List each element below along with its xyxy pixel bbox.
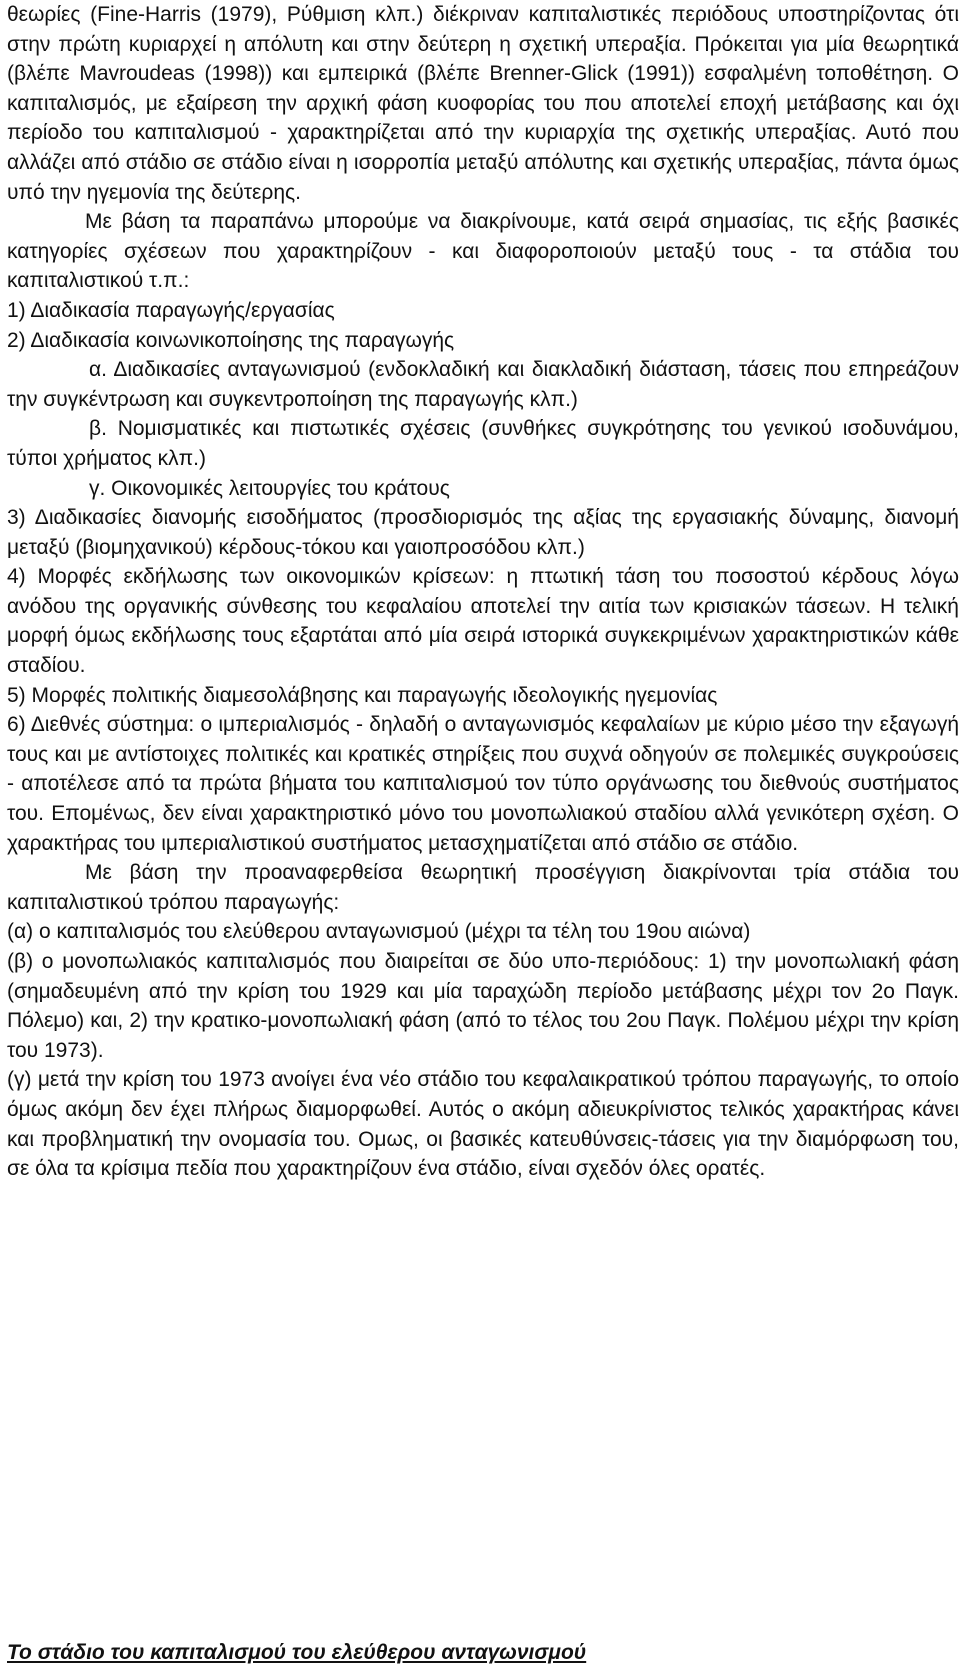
list-item-6: 6) Διεθνές σύστημα: ο ιμπεριαλισμός - δηλαδή ο ανταγωνισμός κεφαλαίων με κύριο μέσο την εξαγωγή τους και με αντίστοιχες πολιτικές και κρατικές στηρίξεις που συχνά οδηγούν σε πολεμικές συγκρούσεις - αποτέλεσε από τα πρώτα βήματα του καπιταλισμού τον τύπο οργάνωσης του διεθνούς συστήματος του. Επομένως, δεν είναι χαρακτηριστικό μόνο του μονοπωλιακού σταδίου αλλά γενικότερη σχέση. Ο χαρακτήρας του ιμπεριαλιστικού συστήματος μετασχηματίζεται από στάδιο σε στάδιο. (7, 713, 959, 855)
paragraph-theories: θεωρίες (Fine-Harris (1979), Ρύθμιση κλπ.) διέκριναν καπιταλιστικές περιόδους υποστηρίζοντας ότι στην πρώτη κυριαρχεί η απόλυτη και στην δεύτερη η σχετική υπεραξία. Πρόκειται για μία θεωρητικά (βλέπε Mavroudeas (1998)) και εμπειρικά (βλέπε Brenner-Glick (1991)) εσφαλμένη τοποθέτηση. Ο καπιταλισμός, με εξαίρεση την αρχική φάση κυοφορίας του που αποτελεί εποχή μετάβασης και όχι περίοδο του καπιταλισμού - χαρακτηρίζεται από την κυριαρχία της σχετικής υπεραξίας. Αυτό που αλλάζει από στάδιο σε στάδιο είναι η ισορροπία μεταξύ απόλυτης και σχετικής υπεραξίας, πάντα όμως υπό την ηγεμονία της δεύτερης. (7, 3, 959, 204)
list-item-3: 3) Διαδικασίες διανομής εισοδήματος (προσδιορισμός της αξίας της εργασιακής δύναμης, διανομή μεταξύ (βιομηχανικού) κέρδους-τόκου και γαιοπροσόδου κλπ.) (7, 506, 959, 559)
list-item-2: 2) Διαδικασία κοινωνικοποίησης της παραγωγής (7, 328, 455, 352)
list-subitem-c: γ. Οικονομικές λειτουργίες του κράτους (89, 476, 450, 500)
paragraph-categories-intro: Με βάση τα παραπάνω μπορούμε να διακρίνουμε, κατά σειρά σημασίας, τις εξής βασικές κατηγορίες σχέσεων που χαρακτηρίζουν - και διαφοροποιούν μεταξύ τους - τα στάδια του καπιταλιστικού τ.π.: (7, 210, 959, 293)
list-subitem-a: α. Διαδικασίες ανταγωνισμού (ενδοκλαδική και διακλαδική διάσταση, τάσεις που επηρεάζουν την συγκέντρωση και συγκεντροποίηση της παραγωγής κλπ.) (7, 358, 959, 411)
list-item-5: 5) Μορφές πολιτικής διαμεσολάβησης και παραγωγής ιδεολογικής ηγεμονίας (7, 683, 718, 707)
stage-item-b: (β) ο μονοπωλιακός καπιταλισμός που διαιρείται σε δύο υπο-περιόδους: 1) την μονοπωλιακή φάση (σημαδευμένη από την κρίση του 1929 και μία ταραχώδη περίοδο μετάβασης μέχρι τον 2ο Παγκ. Πόλεμο) και, 2) την κρατικο-μονοπωλιακή φάση (από το τέλος του 2ου Παγκ. Πολέμου μέχρι την κρίση του 1973). (7, 950, 959, 1062)
body-text (7, 0, 959, 1184)
list-item-1: 1) Διαδικασία παραγωγής/εργασίας (7, 298, 335, 322)
section-heading: Το στάδιο του καπιταλισμού του ελεύθερου ανταγωνισμού (7, 1641, 587, 1664)
list-subitem-b: β. Νομισματικές και πιστωτικές σχέσεις (συνθήκες συγκρότησης του γενικού ισοδυνάμου, τύποι χρήματος κλπ.) (7, 417, 959, 470)
stage-item-c: (γ) μετά την κρίση του 1973 ανοίγει ένα νέο στάδιο του κεφαλαικρατικού τρόπου παραγωγής, το οποίο όμως ακόμη δεν έχει πλήρως διαμορφωθεί. Αυτός ο ακόμη αδιευκρίνιστος τελικός χαρακτήρας κάνει και προβληματική την ονομασία του. Ομως, οι βασικές κατευθύνσεις-τάσεις για την διαμόρφωση του, σε όλα τα κρίσιμα πεδία που χαρακτηρίζουν ένα στάδιο, είναι σχεδόν όλες ορατές. (7, 1068, 959, 1181)
paragraph-stages-intro: Με βάση την προαναφερθείσα θεωρητική προσέγγιση διακρίνονται τρία στάδια του καπιταλιστικού τρόπου παραγωγής: (7, 861, 959, 914)
stage-item-a: (α) ο καπιταλισμός του ελεύθερου ανταγωνισμού (μέχρι τα τέλη του 19ου αιώνα) (7, 920, 751, 944)
list-item-4: 4) Μορφές εκδήλωσης των οικονομικών κρίσεων: η πτωτική τάση του ποσοστού κέρδους λόγω ανόδου της οργανικής σύνθεσης του κεφαλαίου αποτελεί την αιτία των κρισιακών τάσεων. Η τελική μορφή όμως εκδήλωσης τους εξαρτάται από μία σειρά ιστορικά συγκεκριμένων χαρακτηριστικών κάθε σταδίου. (7, 565, 959, 678)
